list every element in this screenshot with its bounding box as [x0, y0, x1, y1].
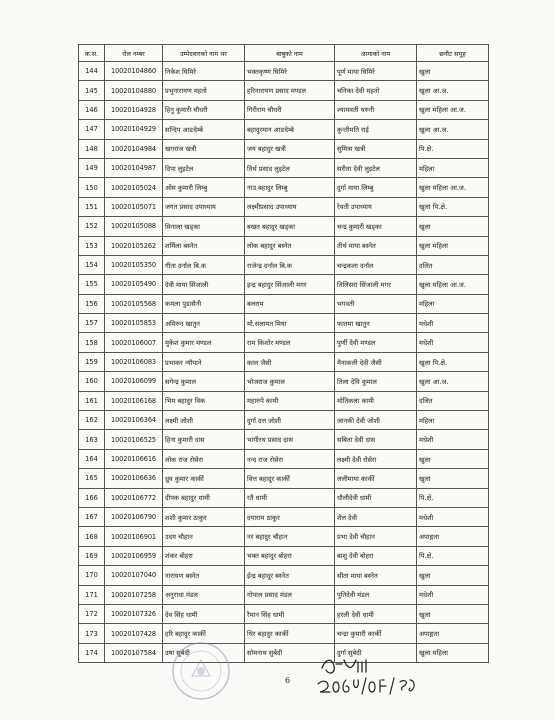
serial-cell: 145: [79, 81, 105, 100]
table-row: [79, 566, 489, 585]
father-name-cell: बखत बहादुर खड्का: [245, 217, 335, 236]
selection-group-cell: खुला महिला: [417, 643, 489, 662]
table-header-row: [79, 45, 489, 62]
candidate-name-cell: प्रभुनारायण महतो: [163, 81, 245, 100]
serial-cell: 168: [79, 527, 105, 546]
selection-group-cell: महिला: [417, 294, 489, 313]
father-name-cell: धिर बहादुर कार्की: [245, 624, 335, 643]
mother-name-cell: धौलीदेवी धामी: [335, 488, 417, 507]
selection-group-cell: खुला: [417, 62, 489, 81]
roll-number-cell: 10020107428: [105, 624, 163, 643]
roll-number-cell: 10020106364: [105, 411, 163, 430]
selection-group-cell: खुला महिला आ.ज.: [417, 178, 489, 197]
father-name-cell: रैमान सिंह धामी: [245, 604, 335, 623]
serial-cell: 173: [79, 624, 105, 643]
office-seal-stamp: [170, 640, 232, 702]
roll-number-cell: 10020105853: [105, 314, 163, 333]
roll-number-cell: 10020106959: [105, 546, 163, 565]
candidate-name-cell: उदय चौहान: [163, 527, 245, 546]
roll-number-cell: 10020106772: [105, 488, 163, 507]
father-name-cell: महारुपे कामी: [245, 391, 335, 410]
father-name-cell: इन्द्र बहादुर सिंजाली मगर: [245, 275, 335, 294]
serial-cell: 156: [79, 294, 105, 313]
table-row: [79, 585, 489, 604]
serial-cell: 170: [79, 566, 105, 585]
father-name-cell: बलराम: [245, 294, 335, 313]
table-row: [79, 314, 489, 333]
roll-number-cell: 10020106616: [105, 449, 163, 468]
roll-number-cell: 10020107584: [105, 643, 163, 662]
roll-number-cell: 10020107040: [105, 566, 163, 585]
table-row: [79, 120, 489, 139]
serial-cell: 152: [79, 217, 105, 236]
mother-name-cell: कुन्तीमति राई: [335, 120, 417, 139]
selection-group-cell: खुला: [417, 469, 489, 488]
candidate-name-cell: दिपा लुइटेल: [163, 158, 245, 177]
candidate-name-cell: शर्मिला बस्नेत: [163, 236, 245, 255]
selection-group-cell: मधेशी: [417, 585, 489, 604]
candidate-name-cell: ओम कुमारी लिम्बु: [163, 178, 245, 197]
roll-number-cell: 10020106168: [105, 391, 163, 410]
table-row: [79, 62, 489, 81]
candidate-name-cell: कमला पुडासैनी: [163, 294, 245, 313]
table-row: [79, 488, 489, 507]
candidate-name-cell: निकेश घिमिरे: [163, 62, 245, 81]
mother-name-cell: चन्द्र कुमारी खड्का: [335, 217, 417, 236]
candidate-name-cell: नारायण बस्नेत: [163, 566, 245, 585]
father-name-cell: लोक बहादुर बस्नेत: [245, 236, 335, 255]
table-row: [79, 411, 489, 430]
table-row: [79, 527, 489, 546]
candidate-name-cell: लोक राज रोसेरा: [163, 449, 245, 468]
mother-name-cell: शैल देवी: [335, 507, 417, 526]
father-name-cell: लक्ष्मीप्रसाद उपाध्याय: [245, 197, 335, 216]
table-row: [79, 469, 489, 488]
table-row: [79, 236, 489, 255]
roll-number-cell: 10020106099: [105, 372, 163, 391]
candidate-name-cell: गीता दर्नाल बि.क: [163, 255, 245, 274]
father-name-cell: तिर्थ प्रसाद लुइटेल: [245, 158, 335, 177]
table-body: [79, 62, 489, 663]
table-row: [79, 507, 489, 526]
father-name-cell: सोमनाथ सुबेदी: [245, 643, 335, 662]
mother-name-cell: दुर्गा माया लिम्बु: [335, 178, 417, 197]
selection-group-cell: खुला आ.ज.: [417, 372, 489, 391]
father-name-cell: दयाराम ठाकुर: [245, 507, 335, 526]
mother-name-cell: श्यामवती थरुनी: [335, 100, 417, 119]
serial-cell: 159: [79, 352, 105, 371]
header-mother-name: आमाको नाम: [335, 45, 417, 62]
candidate-name-cell: शशी कुमार ठाकुर: [163, 507, 245, 526]
mother-name-cell: लक्ष्मी देवी रोसेरा: [335, 449, 417, 468]
serial-cell: 172: [79, 604, 105, 623]
candidate-name-cell: हरि बहादुर कार्की: [163, 624, 245, 643]
roll-number-cell: 10020104929: [105, 120, 163, 139]
father-name-cell: वित्त बहादुर कार्की: [245, 469, 335, 488]
table-row: [79, 255, 489, 274]
candidate-name-cell: उषा सुबेदी: [163, 643, 245, 662]
father-name-cell: नर बहादुर चौहान: [245, 527, 335, 546]
candidate-name-cell: लक्ष्मी जोशी: [163, 411, 245, 430]
serial-cell: 150: [79, 178, 105, 197]
candidate-name-cell: दीपक बहादुर धामी: [163, 488, 245, 507]
candidate-name-cell: सन्दिप आङदेम्बे: [163, 120, 245, 139]
mother-name-cell: चन्द्रा कुमारी कार्की: [335, 624, 417, 643]
selection-group-cell: खुला: [417, 449, 489, 468]
candidate-name-cell: हिनु कुमारी चौधरी: [163, 100, 245, 119]
selection-group-cell: अपाङ्गता: [417, 527, 489, 546]
candidate-name-cell: हिना कुमारी दास: [163, 430, 245, 449]
table-row: [79, 275, 489, 294]
roll-number-cell: 10020104860: [105, 62, 163, 81]
candidate-name-cell: प्रभाकर न्यौपाने: [163, 352, 245, 371]
father-name-cell: नन्द राज रोसेरा: [245, 449, 335, 468]
serial-cell: 171: [79, 585, 105, 604]
table-row: [79, 333, 489, 352]
page-number: 6: [285, 676, 291, 685]
serial-cell: 169: [79, 546, 105, 565]
mother-name-cell: पूर्ण माया घिमिरे: [335, 62, 417, 81]
serial-cell: 157: [79, 314, 105, 333]
roll-number-cell: 10020105350: [105, 255, 163, 274]
candidate-name-cell: सगेन्द्र कुमाल: [163, 372, 245, 391]
selection-group-cell: मधेशी: [417, 430, 489, 449]
roll-number-cell: 10020105262: [105, 236, 163, 255]
serial-cell: 161: [79, 391, 105, 410]
roll-number-cell: 10020105088: [105, 217, 163, 236]
serial-cell: 165: [79, 469, 105, 488]
father-name-cell: राम किशोर मण्डल: [245, 333, 335, 352]
table-row: [79, 178, 489, 197]
serial-cell: 154: [79, 255, 105, 274]
mother-name-cell: प्रभा देवी चौहान: [335, 527, 417, 546]
roll-number-cell: 10020104880: [105, 81, 163, 100]
roll-number-cell: 10020106790: [105, 507, 163, 526]
serial-cell: 151: [79, 197, 105, 216]
father-name-cell: काल जैसी: [245, 352, 335, 371]
serial-cell: 148: [79, 139, 105, 158]
candidate-name-cell: अमिरुन खातुन: [163, 314, 245, 333]
table-row: [79, 391, 489, 410]
selection-group-cell: महिला: [417, 411, 489, 430]
selection-group-cell: खुला: [417, 217, 489, 236]
selection-group-cell: खुला महिला आ.ज.: [417, 100, 489, 119]
mother-name-cell: जानकी देवी जोशी: [335, 411, 417, 430]
father-name-cell: भोजराज कुमाल: [245, 372, 335, 391]
serial-cell: 147: [79, 120, 105, 139]
serial-cell: 155: [79, 275, 105, 294]
serial-cell: 149: [79, 158, 105, 177]
candidate-name-cell: खगराज खत्री: [163, 139, 245, 158]
candidate-name-cell: अनुराधा मंडल: [163, 585, 245, 604]
selection-group-cell: खुला: [417, 566, 489, 585]
selection-group-cell: पि.क्षे.: [417, 139, 489, 158]
father-name-cell: मो.सलामत मिया: [245, 314, 335, 333]
mother-name-cell: तीर्थ माया बस्नेत: [335, 236, 417, 255]
candidate-name-cell: देव सिंह धामी: [163, 604, 245, 623]
serial-cell: 164: [79, 449, 105, 468]
mother-name-cell: सबिता देवी दास: [335, 430, 417, 449]
header-roll-number: रोल नम्बर: [105, 45, 163, 62]
table-row: [79, 352, 489, 371]
serial-cell: 144: [79, 62, 105, 81]
table-row: [79, 294, 489, 313]
roll-number-cell: 10020105024: [105, 178, 163, 197]
serial-cell: 167: [79, 507, 105, 526]
header-serial: क.स.: [79, 45, 105, 62]
serial-cell: 163: [79, 430, 105, 449]
table-row: [79, 624, 489, 643]
roll-number-cell: 10020105490: [105, 275, 163, 294]
roll-number-cell: 10020104928: [105, 100, 163, 119]
table-row: [79, 158, 489, 177]
mother-name-cell: तिला देवि कुमाल: [335, 372, 417, 391]
table-row: [79, 604, 489, 623]
serial-cell: 174: [79, 643, 105, 662]
mother-name-cell: फातमा खातुन: [335, 314, 417, 333]
selection-group-cell: खुला आ.ज.: [417, 81, 489, 100]
roll-number-cell: 10020106525: [105, 430, 163, 449]
father-name-cell: ईन्द्र बहादुर बस्नेत: [245, 566, 335, 585]
mother-name-cell: हरली देवी धामी: [335, 604, 417, 623]
father-name-cell: रतै धामी: [245, 488, 335, 507]
table-row: [79, 217, 489, 236]
roll-number-cell: 10020106007: [105, 333, 163, 352]
selection-group-cell: मधेशी: [417, 314, 489, 333]
father-name-cell: गिरीराम चौधरी: [245, 100, 335, 119]
mother-name-cell: मैनाकली देवी जैसी: [335, 352, 417, 371]
father-name-cell: नाउ बहादुर लिम्बु: [245, 178, 335, 197]
mother-name-cell: सीता माया बस्नेत: [335, 566, 417, 585]
father-name-cell: दुर्गा दत्त जोशी: [245, 411, 335, 430]
father-name-cell: हरिनारायण प्रसाद मण्डल: [245, 81, 335, 100]
mother-name-cell: भगवती: [335, 294, 417, 313]
mother-name-cell: तिलिसरा सिंजाली मगर: [335, 275, 417, 294]
candidate-name-cell: जगत प्रसाद उपाध्याय: [163, 197, 245, 216]
candidate-name-cell: मुकेश कुमार मण्डल: [163, 333, 245, 352]
roll-number-cell: 10020106636: [105, 469, 163, 488]
mother-name-cell: चनिका देवी महतो: [335, 81, 417, 100]
table-row: [79, 197, 489, 216]
selection-group-cell: खुला: [417, 604, 489, 623]
candidate-name-cell: ध्रुव कुमार कार्की: [163, 469, 245, 488]
serial-cell: 166: [79, 488, 105, 507]
handwritten-signature: [312, 650, 442, 700]
mother-name-cell: ललीमाया कार्की: [335, 469, 417, 488]
candidate-name-cell: शंकर बोहरा: [163, 546, 245, 565]
table-row: [79, 81, 489, 100]
roll-number-cell: 10020105071: [105, 197, 163, 216]
serial-cell: 153: [79, 236, 105, 255]
table-row: [79, 100, 489, 119]
mother-name-cell: रेवती उपाध्याय: [335, 197, 417, 216]
header-selection-group: छनौट समूह: [417, 45, 489, 62]
mother-name-cell: सुमित्रा खत्री: [335, 139, 417, 158]
selection-group-cell: खुला महिला आ.ज.: [417, 275, 489, 294]
candidate-name-cell: देवी माया सिंजाली: [163, 275, 245, 294]
selection-group-cell: पि.क्षे.: [417, 546, 489, 565]
mother-name-cell: बाशु देवी बोहरा: [335, 546, 417, 565]
mother-name-cell: मोतिकला कामी: [335, 391, 417, 410]
selection-group-cell: दलित: [417, 391, 489, 410]
mother-name-cell: पुतिदेवी मंडल: [335, 585, 417, 604]
selection-group-cell: खुला महिला: [417, 236, 489, 255]
roll-number-cell: 10020104984: [105, 139, 163, 158]
table-row: [79, 449, 489, 468]
father-name-cell: भक्त बहादुर बोहरा: [245, 546, 335, 565]
selection-group-cell: खुला पि.क्षे.: [417, 197, 489, 216]
serial-cell: 158: [79, 333, 105, 352]
selection-group-cell: अपाङ्गता: [417, 624, 489, 643]
father-name-cell: बहादुरमान आङदेम्बे: [245, 120, 335, 139]
father-name-cell: राजेन्द्र दर्नाल बि.क: [245, 255, 335, 274]
candidate-name-cell: भिम बहादुर विक: [163, 391, 245, 410]
roll-number-cell: 10020107258: [105, 585, 163, 604]
serial-cell: 162: [79, 411, 105, 430]
candidate-list-table: [78, 44, 489, 663]
selection-group-cell: पि.क्षे.: [417, 488, 489, 507]
mother-name-cell: दुर्गा सुबेदी: [335, 643, 417, 662]
mother-name-cell: सरीता देवी लुइटेल: [335, 158, 417, 177]
father-name-cell: भक्तकृष्ण घिमिरे: [245, 62, 335, 81]
candidate-name-cell: मिनाला खड्का: [163, 217, 245, 236]
table-row: [79, 430, 489, 449]
header-candidate-name: उम्मेदवारको नाम थर: [163, 45, 245, 62]
table-row: [79, 139, 489, 158]
table-row: [79, 372, 489, 391]
header-father-name: बाबुको नाम: [245, 45, 335, 62]
selection-group-cell: मधेशी: [417, 507, 489, 526]
mother-name-cell: चन्द्रकला दर्नाल: [335, 255, 417, 274]
father-name-cell: गोपाल प्रसाद मंडल: [245, 585, 335, 604]
selection-group-cell: मधेशी: [417, 333, 489, 352]
roll-number-cell: 10020104987: [105, 158, 163, 177]
serial-cell: 160: [79, 372, 105, 391]
selection-group-cell: खुला पि.क्षे.: [417, 352, 489, 371]
table-row: [79, 546, 489, 565]
selection-group-cell: दलित: [417, 255, 489, 274]
father-name-cell: जय बहादुर खत्री: [245, 139, 335, 158]
mother-name-cell: पुर्णी देवी मण्डल: [335, 333, 417, 352]
roll-number-cell: 10020107326: [105, 604, 163, 623]
selection-group-cell: महिला: [417, 158, 489, 177]
selection-group-cell: खुला आ.ज.: [417, 120, 489, 139]
roll-number-cell: 10020105568: [105, 294, 163, 313]
roll-number-cell: 10020106901: [105, 527, 163, 546]
serial-cell: 146: [79, 100, 105, 119]
father-name-cell: भागीरथ प्रसाद दास: [245, 430, 335, 449]
roll-number-cell: 10020106083: [105, 352, 163, 371]
